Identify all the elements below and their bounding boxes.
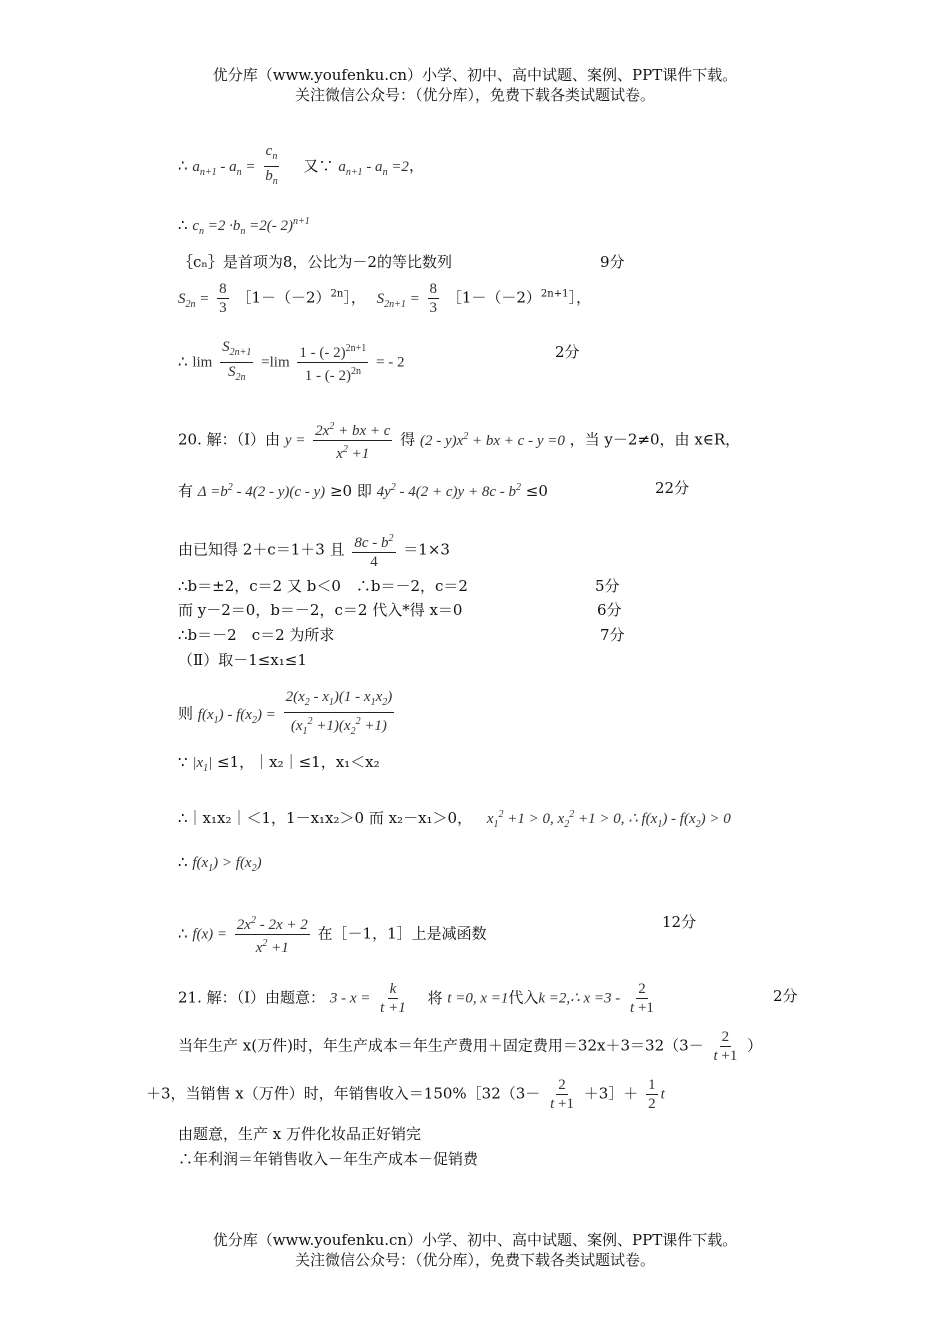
eq-limit: ∴ lim $\frac{S_{2n+1}}{S_{2n}}$ =lim $\frac{1 - (- 2)^{2n+1}}{1 - (- 2)^{2n}}$ = - 2 bbox=[178, 339, 405, 384]
score-12: 12分 bbox=[662, 913, 697, 931]
q20-therefore-2: ∴ $f(x_1) > f(x_2)$ bbox=[178, 853, 262, 874]
score-9: 9分 bbox=[600, 253, 625, 271]
score-6: 6分 bbox=[597, 601, 622, 619]
q20-substitute: 而 y－2＝0，b＝－2，c＝2 代入*得 x＝0 bbox=[178, 601, 463, 619]
score-22: 22分 bbox=[655, 479, 690, 497]
page-footer-line2: 关注微信公众号：（优分库），免费下载各类试题试卷。 bbox=[294, 1251, 655, 1269]
q20-b-value: ∴b＝±2，c＝2 又 b＜0 ∴b＝－2，c＝2 bbox=[178, 577, 468, 595]
q20-intro: 20. 解：（Ⅰ）由 y = $\frac{2x^2 + bx + c}{x^2 +1}$ 得 $(2 - y)x^2$ + bx + c - y =0 ，当 y－2≠0，由 x∈R， bbox=[178, 418, 740, 463]
eq-line-2: ∴ $c_n =2 \cdot b_n =2(-$ 2)$^{n+1}$ bbox=[178, 216, 310, 237]
q20-part2: （Ⅱ）取－1≤x₁≤1 bbox=[178, 651, 307, 669]
therefore-symbol: ∴ bbox=[178, 156, 188, 175]
eq-line-1: ∴ $a_{n+1} - a_n$ = $\frac{c_n}{b_n}$ 又∵ $a_{n+1} - a_n =2$， bbox=[178, 143, 424, 187]
q20-decreasing: ∴ f(x) = $\frac{2x^2 - 2x + 2}{x^2 +1}$ 在［－1，1］上是减函数 bbox=[178, 912, 487, 957]
q20-because: ∵ $|x_1| \le 1$，｜x₂｜≤1，x₁＜x₂ bbox=[178, 753, 380, 774]
score-2b: 2分 bbox=[773, 987, 798, 1005]
score-7: 7分 bbox=[600, 626, 625, 644]
q21-cost: 当年生产 x(万件)时，年生产成本＝年生产费用＋固定费用＝32x＋3＝32（3－ $\frac{2}{t +1}$ ） bbox=[178, 1029, 763, 1064]
score-5: 5分 bbox=[595, 577, 620, 595]
score-2a: 2分 bbox=[555, 343, 580, 361]
q20-known: 由已知得 2＋c＝1＋3 且 $\frac{8c - b^2}{4}$ ＝1×3 bbox=[178, 530, 450, 571]
q21-sold-out: 由题意，生产 x 万件化妆品正好销完 bbox=[178, 1125, 421, 1143]
q20-therefore-1: ∴｜x₁x₂｜＜1，1－x₁x₂＞0 而 x₂－x₁＞0， $x_1^2 +1 > 0$, $x_2^2 +1 > 0$, ∴ $f(x_1) - f(x_2) > 0$ bbox=[178, 809, 731, 830]
q20-result: ∴b＝－2 c＝2 为所求 bbox=[178, 626, 335, 644]
q21-intro: 21. 解：（Ⅰ）由题意： 3 - x = $\frac{k}{t +1}$ 将 t =0, x =1代入k =2,∴ x =3 - $\frac{2}{t +1}$ bbox=[178, 981, 654, 1016]
page-header-line2: 关注微信公众号：（优分库），免费下载各类试题试卷。 bbox=[294, 86, 655, 104]
eq-sum: $S_{2n}$ = $\frac{8}{3}$ $[1-(-2)^{2n}]$， $S_{2n+1}$ = $\frac{8}{3}$ $[1-(-2)^{2n+1}]$， bbox=[178, 281, 591, 316]
therefore-symbol: ∴ bbox=[178, 216, 188, 234]
page-header-line1: 优分库（www.youfenku.cn）小学、初中、高中试题、案例、PPT课件下载。 bbox=[212, 66, 738, 84]
you-because: 又∵ bbox=[303, 156, 334, 175]
q21-sale: ＋3，当销售 x（万件）时，年销售收入＝150%［32（3－ $\frac{2}{t +1}$ ＋3］＋ $\frac{1}{2}$ t bbox=[146, 1077, 665, 1112]
q20-difference: 则 $f(x_1) - f(x_2)$ = $\frac{2(x_2 - x_1)(1 - x_1x_2)}{(x_1^2 +1)(x_2^2 +1)}$ bbox=[178, 689, 393, 737]
geometric-statement: ｛cₙ｝是首项为8，公比为－2的等比数列 bbox=[178, 253, 452, 271]
q21-profit: ∴年利润＝年销售收入－年生产成本－促销费 bbox=[178, 1150, 479, 1168]
page-footer-line1: 优分库（www.youfenku.cn）小学、初中、高中试题、案例、PPT课件下载。 bbox=[212, 1231, 738, 1249]
q20-discriminant: 有 $\Delta =b^2 - 4(2 - y)(c - y) \ge 0$ 即 $4y^2 - 4(2 + c)y + 8c - b^2 \le 0$ bbox=[178, 482, 548, 500]
